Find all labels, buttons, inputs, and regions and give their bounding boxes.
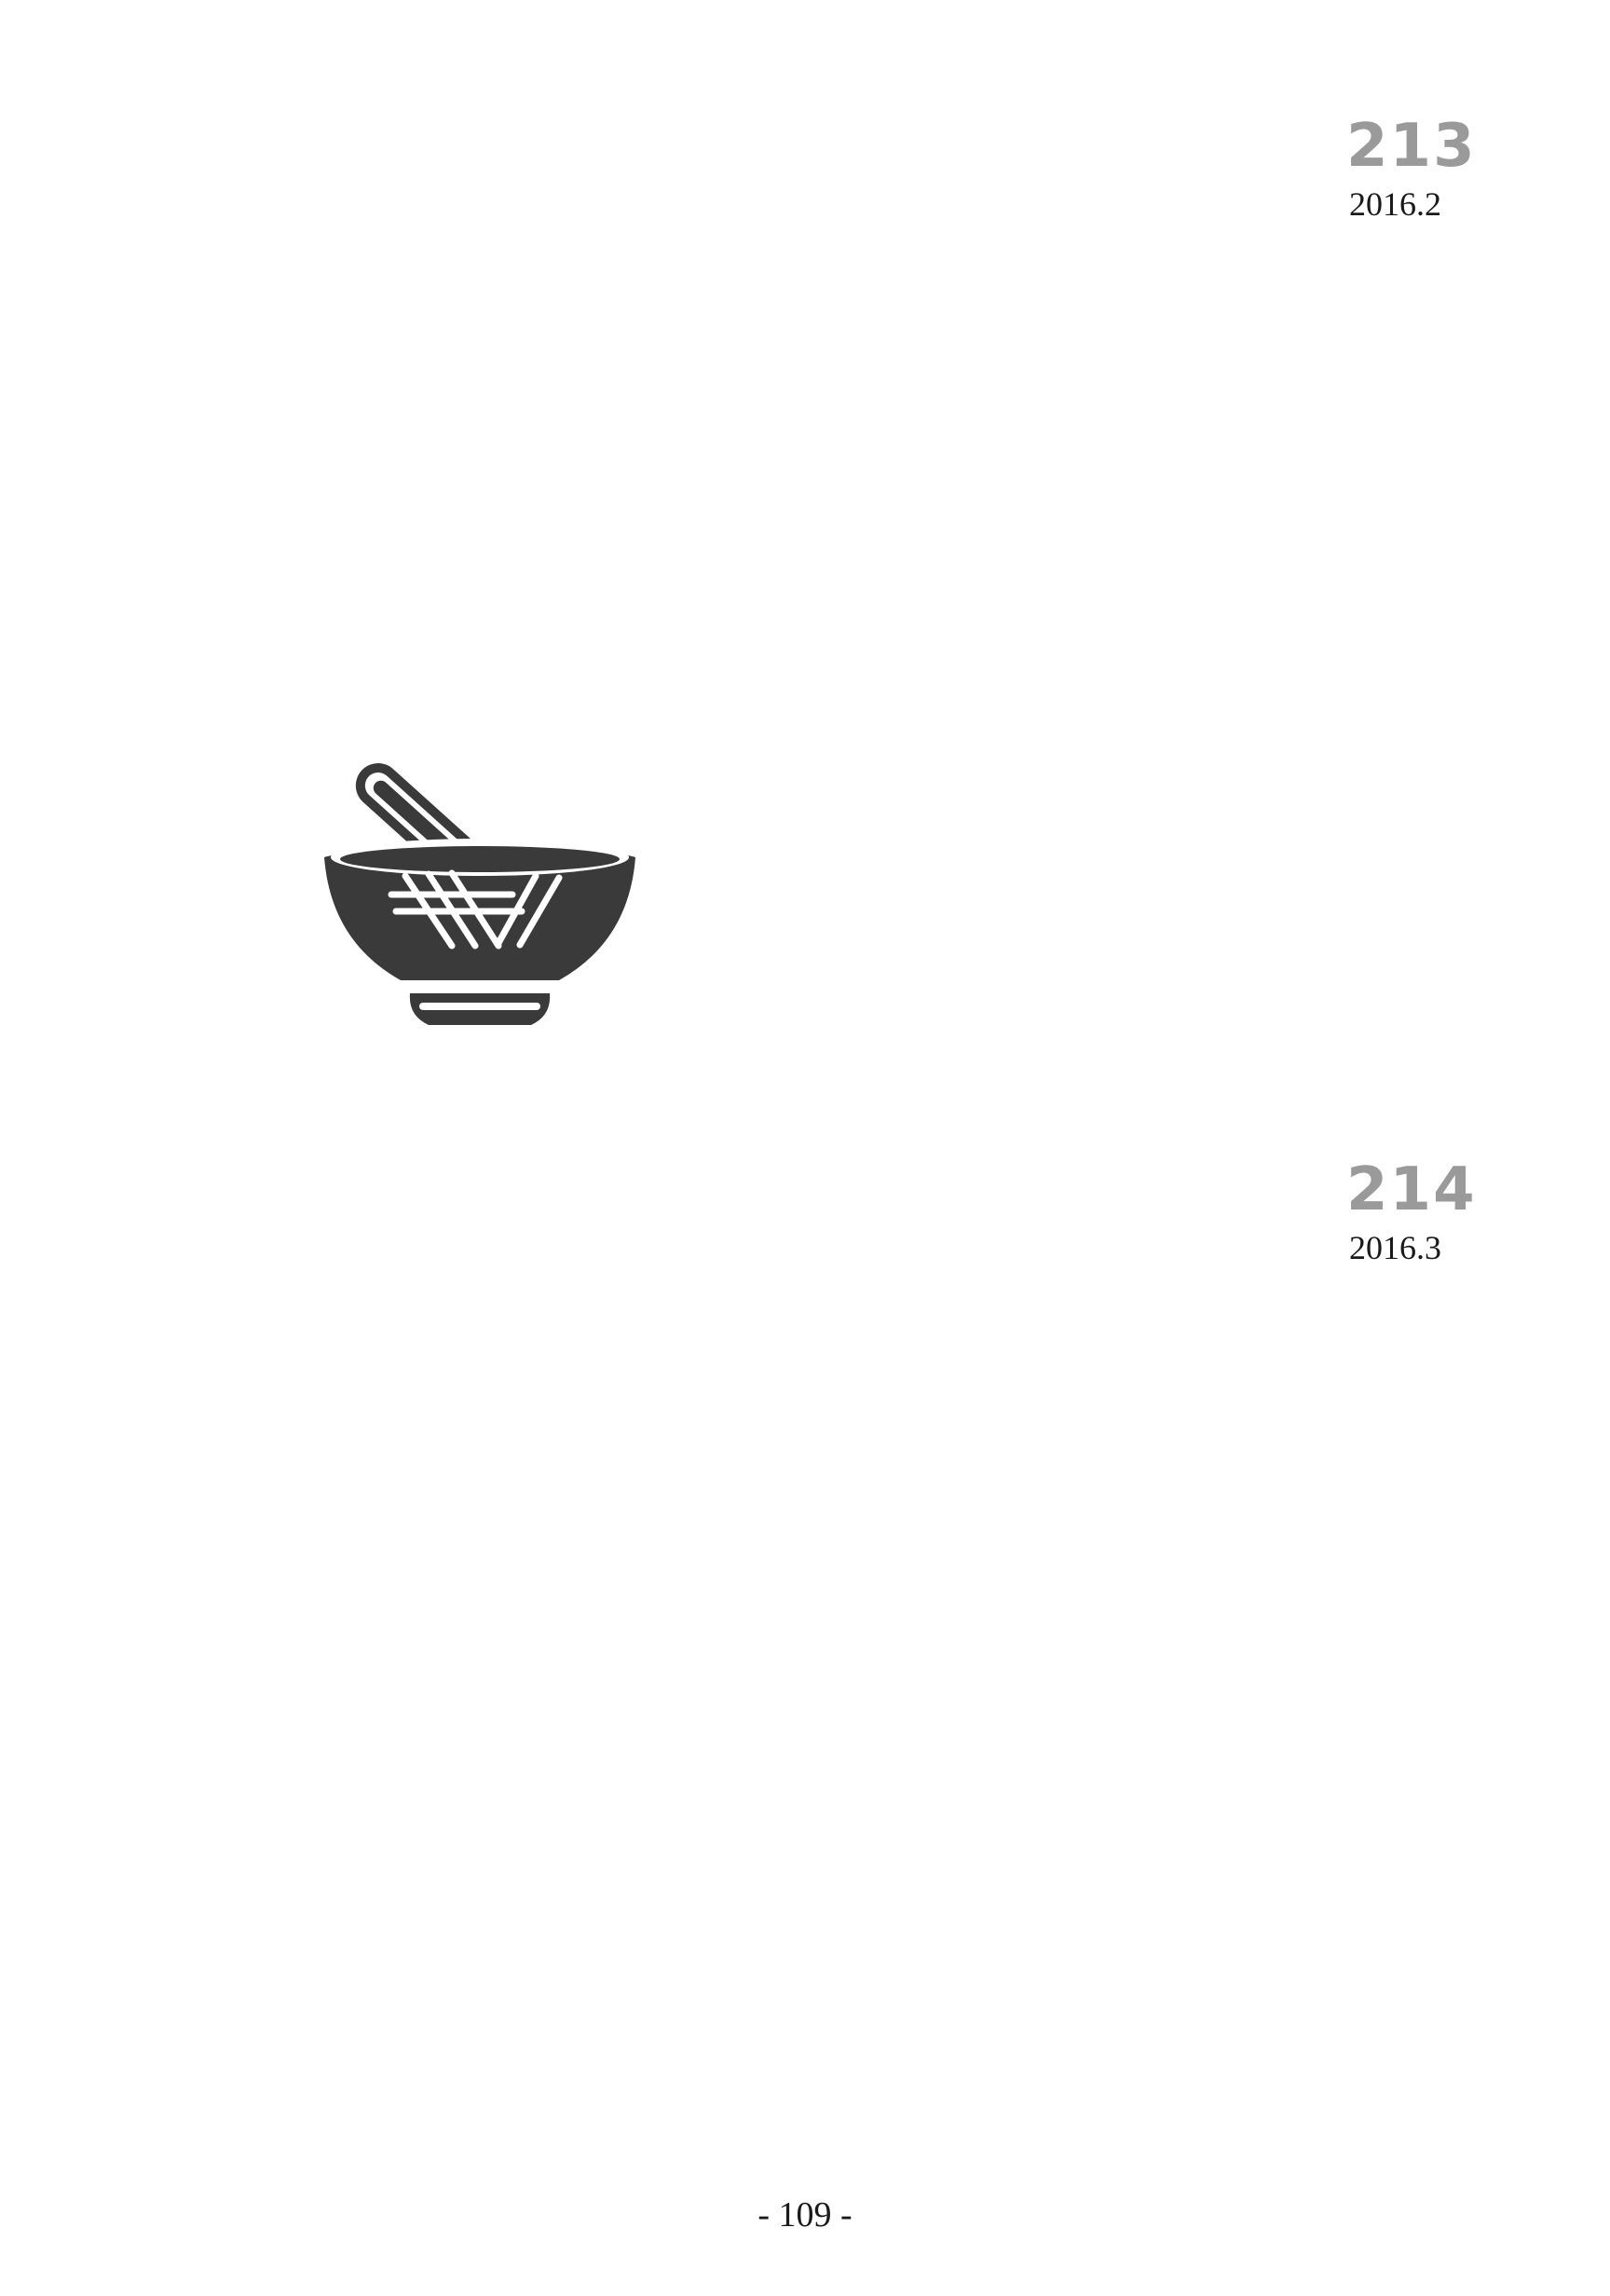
entry-number: 213 [1346,112,1477,181]
entry-date: 2016.3 [1349,1229,1441,1266]
page-number: - 109 - [757,2195,853,2234]
entry-number: 214 [1346,1155,1477,1224]
mortar-and-pestle-icon [307,736,652,1044]
entry-date: 2016.2 [1349,185,1441,223]
